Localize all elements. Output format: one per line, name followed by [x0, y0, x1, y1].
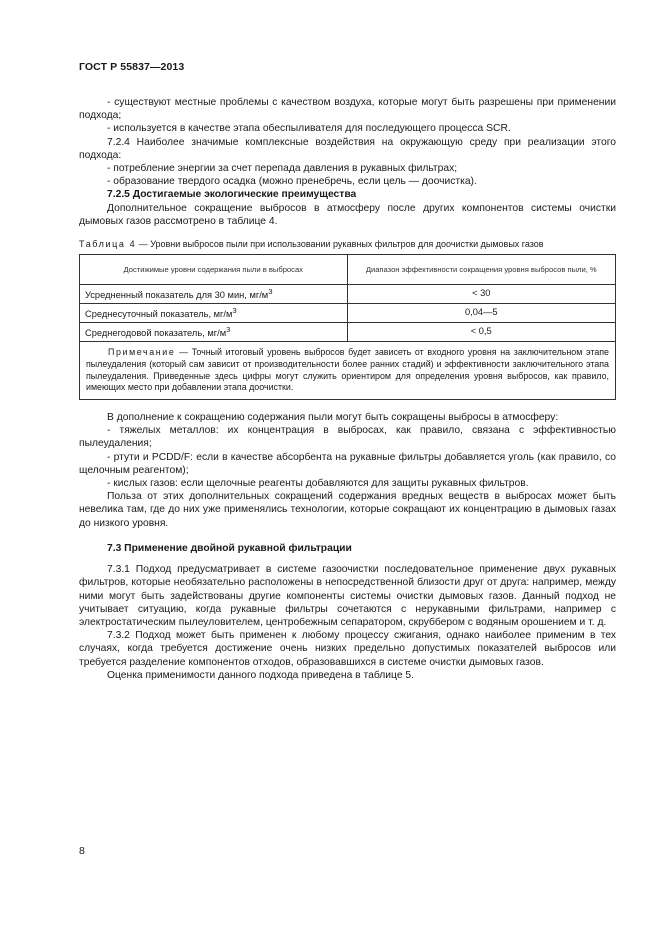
list-item: - ртути и PCDD/F: если в качестве абсорбента на рукавные фильтры добавляется уголь (как правило, со щелочным реагентом);: [79, 451, 616, 476]
list-item: - существуют местные проблемы с качеством воздуха, которые могут быть разрешены при применении подхода;: [79, 97, 616, 122]
paragraph-724: 7.2.4 Наиболее значимые комплексные воздействия на окружающую среду при реализации этого подхода:: [79, 136, 616, 161]
list-item: - тяжелых металлов: их концентрация в выбросах, как правило, связана с эффективностью пылеудаления;: [79, 425, 616, 450]
unit-superscript: 3: [268, 287, 273, 297]
note-label: Примечание: [108, 347, 176, 357]
paragraph-725: Дополнительное сокращение выбросов в атмосферу после других компонентов системы очистки дымовых газов рассмотрено в таблице 4.: [79, 202, 616, 227]
paragraph-731: 7.3.1 Подход предусматривает в системе газоочистки последовательное применение двух рукавных фильтров, которые необязательно расположены в непосредственной близости друг от друга: например, между ними могут быть задействованы другие компоненты системы очистки дымовых газов. Данный подход не учитывает ситуацию, когда рукавные фильтры сочетаются с нерукавными фильтрами, например с электростатическим пылеуловителем, центробежным сепаратором, скруббером с водяным орошением и т. д.: [79, 564, 616, 629]
list-item: - потребление энергии за счет перепада давления в рукавных фильтрах;: [107, 163, 458, 175]
row-label: [80, 323, 348, 342]
row-label-text: Среднесуточный показатель, мг/м: [85, 309, 233, 320]
row-label: [80, 304, 348, 323]
row-value: 0,04—5: [347, 304, 615, 323]
table-note: [80, 342, 616, 400]
row-label-text: Усредненный показатель для 30 мин, мг/м: [85, 290, 269, 301]
table-row: [80, 304, 616, 323]
table-row: [80, 285, 616, 304]
paragraph: Польза от этих дополнительных сокращений содержания вредных веществ в выбросах может быть невелика там, где до них уже применялись технологии, которые сокращают их концентрацию в дымовых газах до низкого уровня.: [79, 491, 616, 529]
page-number: 8: [79, 845, 85, 857]
table4-caption-label: Таблица 4: [79, 239, 137, 249]
list-item: - кислых газов: если щелочные реагенты добавляются для защиты рукавных фильтров.: [107, 478, 529, 490]
row-label: [80, 285, 348, 304]
list-item: - образование твердого осадка (можно пренебречь, если цель — доочистка).: [107, 176, 477, 188]
unit-superscript: 3: [232, 306, 237, 316]
table-header-row: [80, 255, 616, 285]
paragraph: Оценка применимости данного подхода приведена в таблице 5.: [107, 669, 414, 681]
table-row: [80, 323, 616, 342]
text-block-top: [79, 96, 616, 228]
table-header-col1: Достижимые уровни содержания пыли в выбросах: [80, 255, 348, 285]
list-item: - используется в качестве этапа обеспыливателя для последующего процесса SCR.: [107, 123, 511, 135]
note-text: — Точный итоговый уровень выбросов будет зависеть от входного уровня на заключительном этапе пылеудаления (который сам зависит от производительности более ранних стадий) и эффективности заключительного этапа пылеудаления. Приведенные здесь цифры могут служить ориентиром для определения уровня выбросов, как правило, имеющих место при добавлении этапа доочистки.: [86, 347, 609, 393]
row-value: < 0,5: [347, 323, 615, 342]
section-heading-725: 7.2.5 Достигаемые экологические преимущества: [107, 189, 357, 201]
paragraph-732: 7.3.2 Подход может быть применен к любому процессу сжигания, однако наиболее применим в тех случаях, когда требуется достижение очень низких предельно допустимых показателей выбросов или требуется разделение компонентов отходов, образовавшихся в системе очистки дымовых газов.: [79, 630, 616, 668]
table-note-row: [80, 342, 616, 400]
table4-caption: [79, 238, 616, 250]
unit-superscript: 3: [226, 325, 231, 335]
row-value: < 30: [347, 285, 615, 304]
text-block-section-73: [79, 542, 616, 682]
table4-wrapper: [79, 254, 616, 400]
row-label-text: Среднегодовой показатель, мг/м: [85, 328, 227, 339]
table4-caption-text: — Уровни выбросов пыли при использовании рукавных фильтров для доочистки дымовых газов: [136, 239, 544, 249]
text-block-middle: [79, 411, 616, 530]
paragraph: В дополнение к сокращению содержания пыли могут быть сокращены выбросы в атмосферу:: [107, 412, 559, 423]
document-code: ГОСТ Р 55837—2013: [79, 61, 185, 73]
table4: [79, 254, 616, 400]
table-header-col2: Диапазон эффективности сокращения уровня выбросов пыли, %: [347, 255, 615, 285]
section-heading-73: 7.3 Применение двойной рукавной фильтрации: [107, 543, 352, 554]
